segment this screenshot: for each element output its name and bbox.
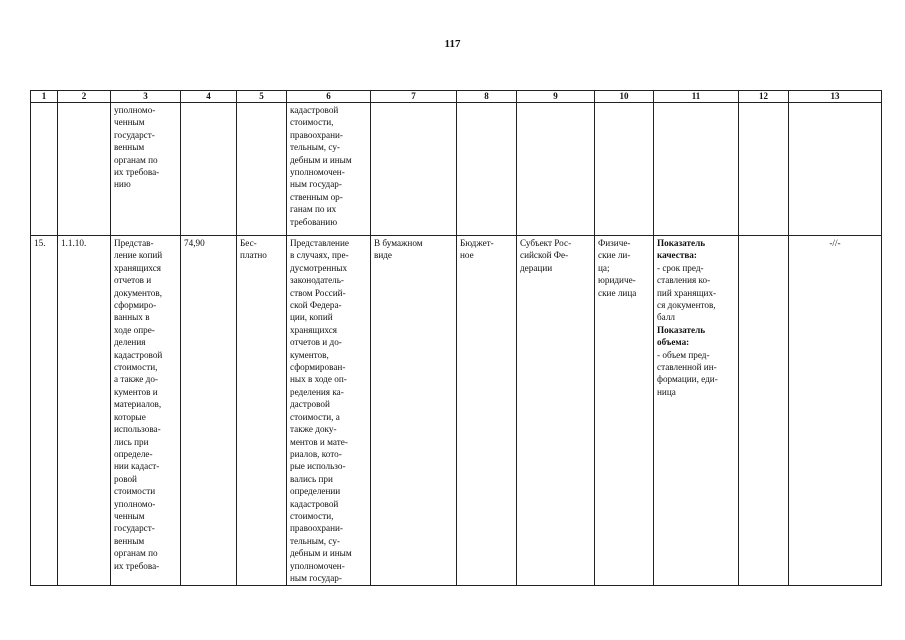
column-number-1: 1	[31, 91, 58, 103]
quality-indicator-item: - срок пред- ставления ко- пий хранящих- ся документов, балл	[657, 262, 717, 323]
cell-text: уполномо- ченным государст- венным органам по их требова- нию	[114, 105, 160, 190]
page-number: 117	[444, 38, 461, 50]
cell	[371, 103, 457, 236]
form	[371, 236, 457, 586]
cell	[739, 103, 789, 236]
column-number-9: 9	[517, 91, 595, 103]
cell	[517, 103, 595, 236]
quality-indicator-title: Показатель качества:	[657, 238, 706, 261]
cell	[58, 103, 111, 236]
service-name	[111, 236, 181, 586]
column-number-4: 4	[181, 91, 237, 103]
cell-text: Физиче- ские ли- ца; юридиче- ские лица	[598, 238, 637, 298]
cell-text: кадастровой стоимости, правоохрани- тельным, су- дебным и иным уполномочен- ным государ- ственным ор- ганам по их требованию	[290, 105, 352, 227]
continuation-row	[31, 103, 882, 236]
column-number-11: 11	[654, 91, 739, 103]
cell	[457, 103, 517, 236]
services-table	[30, 90, 882, 586]
volume-indicator-item: - объем пред- ставленной ин- формации, еди- ница	[657, 349, 718, 397]
recipients	[595, 236, 654, 586]
row-number: 15.	[31, 236, 58, 586]
price: 74,90	[181, 236, 237, 586]
column-number-6: 6	[287, 91, 371, 103]
cell-text: Представление в случаях, пре- дусмотренных законодатель- ством Россий- ской Федера- ции, копий хранящихся отчетов и до- кументов, сформирован- ных в ходе оп- ределения ка- дастровой стоимости, а также доку- ментов и мате- риалов, кото- рые использо- вались при определении кадастровой стоимости, правоохрани- тельным, су- дебным и иным уполномочен- ным государ-	[290, 238, 352, 583]
subject	[517, 236, 595, 586]
column-number-2: 2	[58, 91, 111, 103]
cell-text: Представ- ление копий хранящихся отчетов и документов, сформиро- ванных в ходе опре- деления кадастровой стоимости, а также до- кументов и материалов, которые использова- лись при определе- нии кадаст- ровой стоимости уполномо- ченным государст- венным органам по их требова-	[114, 238, 163, 571]
cell-text: В бумажном виде	[374, 238, 423, 261]
cell-service-name-continued	[111, 103, 181, 236]
payment	[237, 236, 287, 586]
volume-indicator-title: Показатель объема:	[657, 324, 706, 348]
cell	[595, 103, 654, 236]
indicators	[654, 236, 739, 586]
column-number-7: 7	[371, 91, 457, 103]
cell-text: Бюджет- ное	[460, 238, 494, 261]
service-code: 1.1.10.	[58, 236, 111, 586]
service-content	[287, 236, 371, 586]
header-row	[31, 91, 882, 103]
column-number-13: 13	[789, 91, 882, 103]
cell-content-continued	[287, 103, 371, 236]
cell	[31, 103, 58, 236]
cell	[654, 103, 739, 236]
table-row	[31, 236, 882, 586]
cell	[739, 236, 789, 586]
cell-text: Субъект Рос- сийской Фе- дерации	[520, 238, 572, 273]
column-number-3: 3	[111, 91, 181, 103]
same-as-above: -//-	[789, 236, 882, 586]
column-number-10: 10	[595, 91, 654, 103]
cell	[789, 103, 882, 236]
funding	[457, 236, 517, 586]
column-number-12: 12	[739, 91, 789, 103]
column-number-8: 8	[457, 91, 517, 103]
cell-text: Бес- платно	[240, 238, 267, 261]
cell	[237, 103, 287, 236]
cell	[181, 103, 237, 236]
column-number-5: 5	[237, 91, 287, 103]
